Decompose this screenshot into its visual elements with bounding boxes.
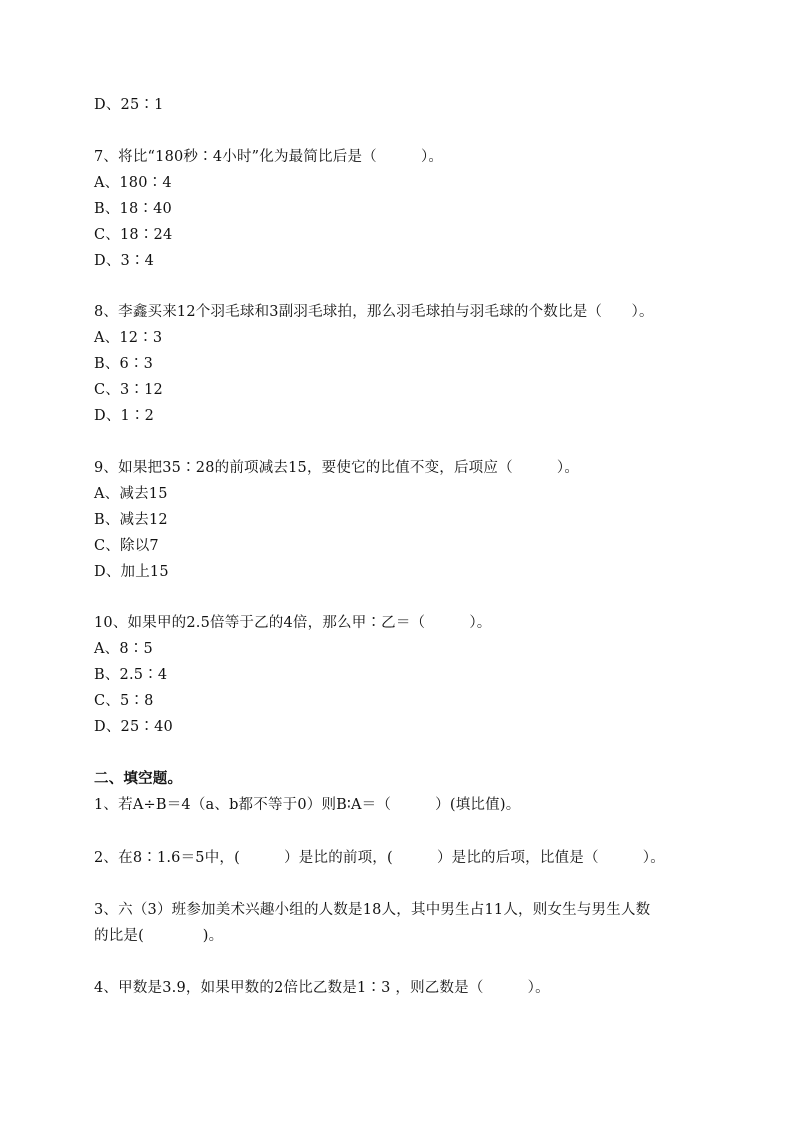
option-a: A、12∶3 xyxy=(94,330,163,346)
q6-option-d: D、25∶1 xyxy=(94,97,164,113)
option-d: D、1∶2 xyxy=(94,408,155,424)
option-c: C、18∶24 xyxy=(94,227,173,243)
option-c: C、除以7 xyxy=(94,538,159,554)
fill-item-3-continued: 的比是( )。 xyxy=(94,928,224,944)
option-b: B、2.5∶4 xyxy=(94,667,168,683)
option-b: B、6∶3 xyxy=(94,356,154,372)
option-a: A、8∶5 xyxy=(94,641,153,657)
option-d: D、加上15 xyxy=(94,564,169,580)
option-c: C、3∶12 xyxy=(94,382,163,398)
option-a: A、180∶4 xyxy=(94,175,172,191)
fill-item-4: 4、甲数是3.9，如果甲数的2倍比乙数是1∶3 ，则乙数是（ ）。 xyxy=(94,980,550,996)
option-d: D、3∶4 xyxy=(94,253,155,269)
question-stem: 10、如果甲的2.5倍等于乙的4倍，那么甲∶乙＝（ ）。 xyxy=(94,615,492,631)
option-b: B、减去12 xyxy=(94,512,168,528)
question-stem: 8、李鑫买来12个羽毛球和3副羽毛球拍，那么羽毛球拍与羽毛球的个数比是（ ）。 xyxy=(94,304,654,320)
option-c: C、5∶8 xyxy=(94,693,154,709)
question-stem: 9、如果把35∶28的前项减去15，要使它的比值不变，后项应（ ）。 xyxy=(94,460,580,476)
question-stem: 7、将比“180秒∶4小时”化为最简比后是（ ）。 xyxy=(94,149,444,165)
option-b: B、18∶40 xyxy=(94,201,172,217)
option-d: D、25∶40 xyxy=(94,719,173,735)
fill-item-2: 2、在8∶1.6＝5中，( ）是比的前项，( ）是比的后项，比值是（ ）。 xyxy=(94,850,665,866)
section-title: 二、填空题。 xyxy=(94,770,183,787)
option-a: A、减去15 xyxy=(94,486,168,502)
fill-item-1: 1、若A÷B＝4（a、b都不等于0）则B∶A＝（ ）(填比值)。 xyxy=(94,797,521,813)
fill-item-3: 3、六（3）班参加美术兴趣小组的人数是18人，其中男生占11人，则女生与男生人数 xyxy=(94,902,651,918)
